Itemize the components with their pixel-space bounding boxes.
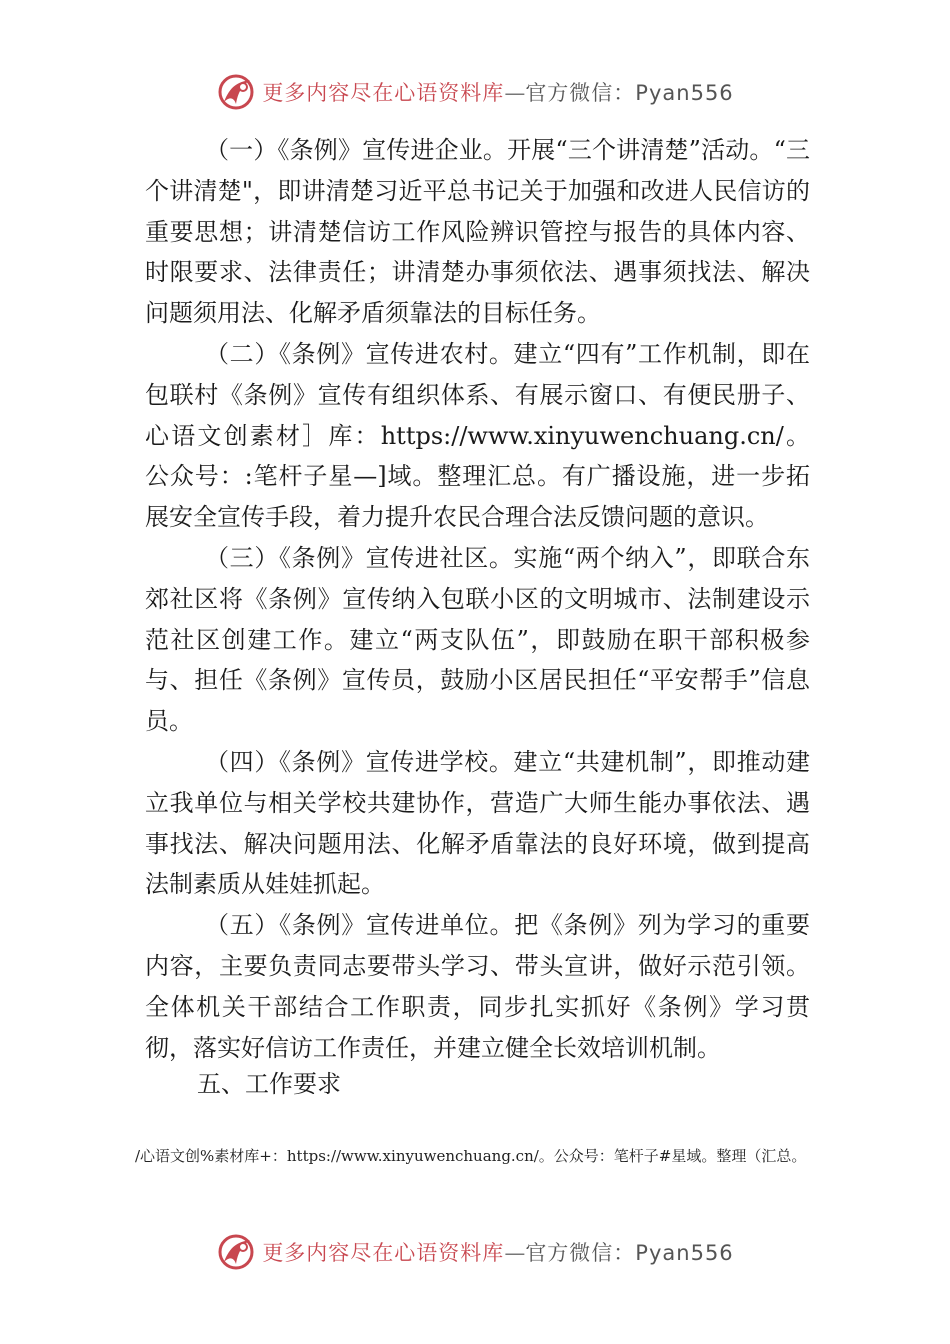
header-banner — [0, 68, 950, 116]
footnote: /心语文创%素材库+：https://www.xinyuwenchuang.cn/。公众号：笔杆子#星域。整理（汇总。 — [135, 1147, 807, 1165]
banner-dash: — — [504, 81, 526, 105]
paragraph-1: （一）《条例》宣传进企业。开展“三个讲清楚”活动。“三个讲清楚"，即讲清楚习近平总书记关于加强和改进人民信访的重要思想；讲清楚信访工作风险辨识管控与报告的具体内容、时限要求、法律责任；讲清楚办事须依法、遇事须找法、解决问题须用法、化解矛盾须靠法的目标任务。 — [145, 136, 810, 328]
document-body — [145, 130, 810, 1100]
paragraph-4: （四）《条例》宣传进学校。建立“共建机制”，即推动建立我单位与相关学校共建协作，营造广大师生能办事依法、遇事找法、解决问题用法、化解矛盾靠法的良好环境，做到提高法制素质从娃娃抓起。 — [145, 747, 810, 899]
footer-banner — [0, 1228, 950, 1276]
banner-text — [262, 1237, 733, 1267]
paragraph-5: （五）《条例》宣传进单位。把《条例》列为学习的重要内容，主要负责同志要带头学习、带头宣讲，做好示范引领。全体机关干部结合工作职责，同步扎实抓好《条例》学习贯彻，落实好信访工作责任，并建立健全长效培训机制。 — [145, 911, 810, 1062]
banner-main-text: 更多内容尽在心语资料库 — [262, 81, 505, 105]
ribbon-logo-icon — [216, 72, 256, 112]
banner-dash: — — [504, 1241, 526, 1265]
banner-main-text: 更多内容尽在心语资料库 — [262, 1241, 505, 1265]
paragraph-3: （三）《条例》宣传进社区。实施“两个纳入”，即联合东郊社区将《条例》宣传纳入包联小区的文明城市、法制建设示范社区创建工作。建立“两支队伍”，即鼓励在职干部积极参与、担任《条例》宣传员，鼓励小区居民担任“平安帮手”信息员。 — [145, 543, 810, 736]
banner-wechat-text: 官方微信：Pyan556 — [525, 81, 734, 105]
banner-text — [262, 77, 733, 107]
ribbon-logo-icon — [216, 1232, 256, 1272]
paragraph-2: （二）《条例》宣传进农村。建立“四有”工作机制，即在包联村《条例》宣传有组织体系、有展示窗口、有便民册子、心语文创素材］库：https://www.xinyuwenchuang.cn/。公众号：:笔杆子星—]域。整理汇总。有广播设施，进一步拓展安全宣传手段，着力提升农民合理合法反馈问题的意识。 — [145, 339, 810, 532]
banner-wechat-text: 官方微信：Pyan556 — [525, 1241, 734, 1265]
section-heading: 五、工作要求 — [197, 1070, 341, 1099]
